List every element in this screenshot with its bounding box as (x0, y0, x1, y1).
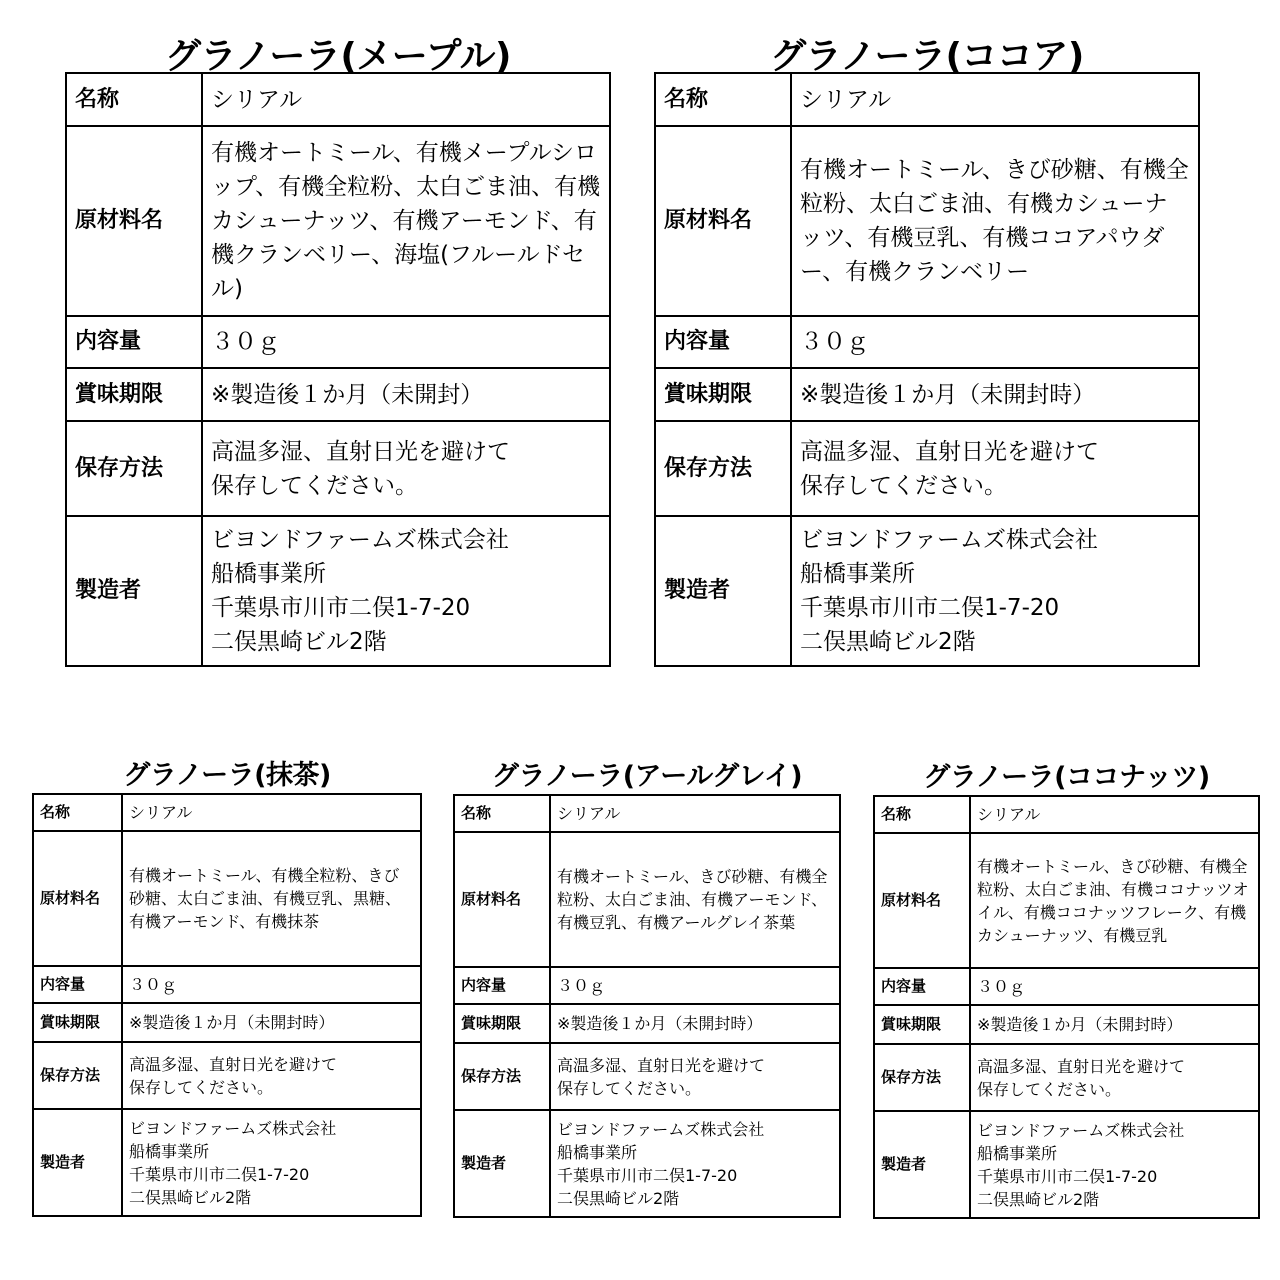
row-value-name: シリアル (791, 73, 1199, 126)
row-key-contents: 内容量 (655, 316, 791, 368)
table-row (66, 421, 610, 516)
row-value-contents: ３０ｇ (970, 968, 1259, 1005)
row-key-storage: 保存方法 (874, 1044, 970, 1111)
label-title: グラノーラ(アールグレイ) (491, 761, 803, 792)
row-value-manufacturer: ビヨンドファームズ株式会社 船橋事業所 千葉県市川市二俣1-7-20 二俣黒崎ビル2階 (202, 516, 610, 666)
row-key-best-before: 賞味期限 (33, 1003, 122, 1042)
row-key-ingredients: 原材料名 (454, 832, 550, 967)
row-key-manufacturer: 製造者 (33, 1109, 122, 1216)
table-row (66, 368, 610, 421)
row-key-manufacturer: 製造者 (655, 516, 791, 666)
row-key-best-before: 賞味期限 (874, 1005, 970, 1044)
table-row (33, 1109, 421, 1216)
table-row (454, 795, 840, 832)
table-row (66, 316, 610, 368)
label-title: グラノーラ(メープル) (164, 36, 511, 77)
table-row (874, 1005, 1259, 1044)
row-key-best-before: 賞味期限 (454, 1004, 550, 1043)
row-value-storage: 高温多湿、直射日光を避けて 保存してください。 (791, 421, 1199, 516)
table-row (454, 1004, 840, 1043)
row-value-storage: 高温多湿、直射日光を避けて 保存してください。 (122, 1042, 421, 1109)
row-value-contents: ３０ｇ (791, 316, 1199, 368)
table-row (33, 966, 421, 1003)
row-value-storage: 高温多湿、直射日光を避けて 保存してください。 (970, 1044, 1259, 1111)
row-key-ingredients: 原材料名 (655, 126, 791, 316)
row-value-storage: 高温多湿、直射日光を避けて 保存してください。 (202, 421, 610, 516)
table-row (874, 1111, 1259, 1218)
row-value-manufacturer: ビヨンドファームズ株式会社 船橋事業所 千葉県市川市二俣1-7-20 二俣黒崎ビル2階 (970, 1111, 1259, 1218)
row-value-ingredients: 有機オートミール、きび砂糖、有機全粒粉、太白ごま油、有機カシューナッツ、有機豆乳、有機ココアパウダー、有機クランベリー (791, 126, 1199, 316)
table-row (655, 516, 1199, 666)
row-value-best-before: ※製造後１か月（未開封時） (970, 1005, 1259, 1044)
table-row (454, 1043, 840, 1110)
row-key-storage: 保存方法 (66, 421, 202, 516)
label-maple (65, 36, 611, 665)
row-key-contents: 内容量 (33, 966, 122, 1003)
row-value-ingredients: 有機オートミール、有機メープルシロップ、有機全粒粉、太白ごま油、有機カシューナッツ、有機アーモンド、有機クランベリー、海塩(フルールドセル) (202, 126, 610, 316)
row-value-manufacturer: ビヨンドファームズ株式会社 船橋事業所 千葉県市川市二俣1-7-20 二俣黒崎ビル2階 (122, 1109, 421, 1216)
row-value-best-before: ※製造後１か月（未開封時） (791, 368, 1199, 421)
label-title: グラノーラ(ココナッツ) (923, 762, 1210, 793)
row-key-manufacturer: 製造者 (66, 516, 202, 666)
row-value-manufacturer: ビヨンドファームズ株式会社 船橋事業所 千葉県市川市二俣1-7-20 二俣黒崎ビル2階 (791, 516, 1199, 666)
row-key-name: 名称 (655, 73, 791, 126)
table-row (33, 831, 421, 966)
row-key-contents: 内容量 (874, 968, 970, 1005)
label-cocoa (654, 36, 1200, 665)
row-key-name: 名称 (454, 795, 550, 832)
table-row (66, 516, 610, 666)
row-value-name: シリアル (122, 794, 421, 831)
row-value-ingredients: 有機オートミール、きび砂糖、有機全粒粉、太白ごま油、有機アーモンド、有機豆乳、有機アールグレイ茶葉 (550, 832, 840, 967)
table-row (454, 832, 840, 967)
row-key-best-before: 賞味期限 (655, 368, 791, 421)
label-table (654, 72, 1200, 667)
row-value-contents: ３０ｇ (202, 316, 610, 368)
row-key-name: 名称 (33, 794, 122, 831)
table-row (874, 1044, 1259, 1111)
label-coconut (873, 762, 1260, 1217)
label-title: グラノーラ(抹茶) (123, 760, 331, 791)
row-key-name: 名称 (66, 73, 202, 126)
label-table (873, 795, 1260, 1219)
row-value-manufacturer: ビヨンドファームズ株式会社 船橋事業所 千葉県市川市二俣1-7-20 二俣黒崎ビル2階 (550, 1110, 840, 1217)
label-title: グラノーラ(ココア) (770, 36, 1084, 77)
row-key-ingredients: 原材料名 (874, 833, 970, 968)
table-row (655, 421, 1199, 516)
table-row (874, 968, 1259, 1005)
row-value-best-before: ※製造後１か月（未開封時） (122, 1003, 421, 1042)
table-row (66, 126, 610, 316)
row-value-best-before: ※製造後１か月（未開封時） (550, 1004, 840, 1043)
table-row (454, 1110, 840, 1217)
row-value-best-before: ※製造後１か月（未開封） (202, 368, 610, 421)
label-matcha (32, 760, 422, 1215)
row-key-contents: 内容量 (66, 316, 202, 368)
label-table (453, 794, 841, 1218)
label-earl-grey (453, 761, 841, 1216)
row-value-name: シリアル (970, 796, 1259, 833)
row-key-contents: 内容量 (454, 967, 550, 1004)
table-row (874, 833, 1259, 968)
table-row (33, 1042, 421, 1109)
table-row (874, 796, 1259, 833)
row-key-storage: 保存方法 (33, 1042, 122, 1109)
row-value-contents: ３０ｇ (550, 967, 840, 1004)
table-row (66, 73, 610, 126)
row-value-ingredients: 有機オートミール、有機全粒粉、きび砂糖、太白ごま油、有機豆乳、黒糖、有機アーモンド、有機抹茶 (122, 831, 421, 966)
row-key-ingredients: 原材料名 (33, 831, 122, 966)
table-row (655, 126, 1199, 316)
table-row (655, 368, 1199, 421)
row-value-name: シリアル (550, 795, 840, 832)
row-value-name: シリアル (202, 73, 610, 126)
table-row (33, 1003, 421, 1042)
row-key-storage: 保存方法 (655, 421, 791, 516)
row-value-ingredients: 有機オートミール、きび砂糖、有機全粒粉、太白ごま油、有機ココナッツオイル、有機ココナッツフレーク、有機カシューナッツ、有機豆乳 (970, 833, 1259, 968)
table-row (454, 967, 840, 1004)
table-row (33, 794, 421, 831)
row-key-storage: 保存方法 (454, 1043, 550, 1110)
label-table (32, 793, 422, 1217)
row-key-best-before: 賞味期限 (66, 368, 202, 421)
row-key-manufacturer: 製造者 (874, 1111, 970, 1218)
table-row (655, 73, 1199, 126)
row-key-manufacturer: 製造者 (454, 1110, 550, 1217)
row-value-storage: 高温多湿、直射日光を避けて 保存してください。 (550, 1043, 840, 1110)
row-key-name: 名称 (874, 796, 970, 833)
row-value-contents: ３０ｇ (122, 966, 421, 1003)
row-key-ingredients: 原材料名 (66, 126, 202, 316)
table-row (655, 316, 1199, 368)
label-table (65, 72, 611, 667)
